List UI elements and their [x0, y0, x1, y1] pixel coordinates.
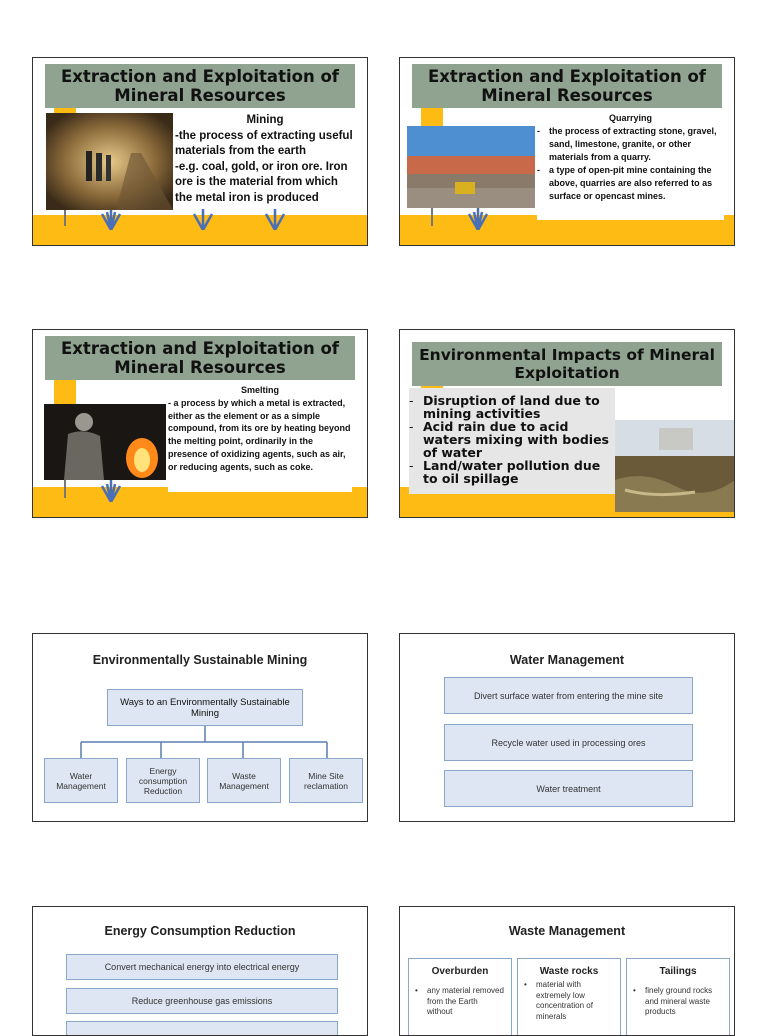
- slide-text: [168, 384, 352, 492]
- diagram-root-box: Ways to an Environmentally Sustainable Mining: [107, 689, 303, 726]
- diagram-child-water: Water Management: [44, 758, 118, 803]
- slide-heading: Mining: [246, 114, 284, 126]
- bullet-text: a type of open-pit mine containing the above, quarries are also referred to as surface or opencast mines.: [549, 165, 713, 201]
- bullet-text: finely ground rocks and mineral waste products: [645, 986, 713, 1016]
- column-heading: Tailings: [659, 966, 697, 977]
- pollution-photo: [615, 420, 735, 512]
- list-item: - a type of open-pit mine containing the above, quarries are also referred to as surface or opencast mines.: [537, 164, 724, 203]
- slide-line: -e.g. coal, gold, or iron ore. Iron ore is the material from which the metal iron is produced: [175, 160, 348, 204]
- slide-title: Extraction and Exploitation of Mineral Resources: [45, 336, 355, 380]
- list-item: [66, 1021, 338, 1036]
- slide-title: Waste Management: [508, 924, 626, 938]
- list-item: • material with extremely low concentration of minerals: [524, 980, 614, 1022]
- list-item: - Land/water pollution due to oil spillage: [409, 459, 615, 485]
- bullet-text: the process of extracting stone, gravel, sand, limestone, granite, or other materials from a quarry.: [549, 126, 717, 162]
- slide-text: [175, 113, 355, 209]
- slide-mining[interactable]: [32, 57, 368, 246]
- slide-title: Extraction and Exploitation of Mineral Resources: [412, 64, 722, 108]
- slide-heading: Smelting: [240, 385, 279, 395]
- bullet-text: Acid rain due to acid waters mixing with bodies of water: [423, 419, 609, 460]
- slide-energy-consumption[interactable]: [32, 906, 368, 1036]
- slide-title: Water Management: [509, 653, 625, 667]
- quarry-photo: [407, 126, 535, 208]
- bullet-text: material with extremely low concentration of minerals: [536, 980, 593, 1021]
- diagram-child-energy: Energy consumption Reduction: [126, 758, 200, 803]
- waste-column-waste-rocks: [517, 958, 621, 1036]
- arrow-decoration: [99, 480, 123, 502]
- slide-title: Energy Consumption Reduction: [104, 924, 296, 938]
- column-heading: Waste rocks: [539, 966, 599, 977]
- slide-heading: Quarrying: [608, 113, 652, 123]
- list-item: Water treatment: [444, 770, 693, 807]
- list-item: Reduce greenhouse gas emissions: [66, 988, 338, 1014]
- list-item: Recycle water used in processing ores: [444, 724, 693, 761]
- waste-column-tailings: [626, 958, 730, 1036]
- slide-title: Extraction and Exploitation of Mineral Resources: [45, 64, 355, 108]
- slide-quarrying[interactable]: [399, 57, 735, 246]
- bullet-text: any material removed from the Earth without: [427, 986, 504, 1016]
- bullet-text: Disruption of land due to mining activities: [423, 393, 600, 421]
- waste-column-overburden: [408, 958, 512, 1036]
- bullet-text: Land/water pollution due to oil spillage: [423, 458, 601, 486]
- list-item: - Disruption of land due to mining activities: [409, 394, 615, 420]
- smelting-photo: [44, 404, 166, 480]
- arrow-decoration: [191, 208, 215, 230]
- diagram-child-waste: Waste Management: [207, 758, 281, 803]
- slide-body: - a process by which a metal is extracted, either as the element or as a simple compound, from its ore by heating beyond the melting point, ordinarily in the presence of oxidizing agents, such as air, or reducing agents, such as coke.: [168, 397, 351, 472]
- list-item: • any material removed from the Earth without: [415, 986, 504, 1016]
- list-item: - Acid rain due to acid waters mixing with bodies of water: [409, 420, 615, 459]
- list-item: - the process of extracting stone, gravel, sand, limestone, granite, or other materials from a quarry.: [537, 125, 724, 164]
- slide-title: Environmental Impacts of Mineral Exploitation: [412, 342, 722, 386]
- slide-sustainable-mining[interactable]: [32, 633, 368, 822]
- slide-water-management[interactable]: [399, 633, 735, 822]
- list-item: Convert mechanical energy into electrical energy: [66, 954, 338, 980]
- arrow-decoration: [466, 208, 490, 230]
- list-item: Divert surface water from entering the mine site: [444, 677, 693, 714]
- arrow-decoration: [99, 208, 123, 230]
- slide-waste-management[interactable]: [399, 906, 735, 1036]
- diagram-child-reclamation: Mine Site reclamation: [289, 758, 363, 803]
- slide-text: [537, 112, 724, 220]
- slide-environmental-impacts[interactable]: [399, 329, 735, 518]
- list-item: • finely ground rocks and mineral waste products: [633, 986, 723, 1018]
- slide-title: Environmentally Sustainable Mining: [92, 653, 308, 667]
- slide-line: -the process of extracting useful materials from the earth: [175, 129, 353, 157]
- column-heading: Overburden: [431, 966, 489, 977]
- mine-tunnel-photo: [46, 113, 173, 210]
- slide-smelting[interactable]: [32, 329, 368, 518]
- slide-text: [409, 388, 615, 494]
- arrow-decoration: [263, 208, 287, 230]
